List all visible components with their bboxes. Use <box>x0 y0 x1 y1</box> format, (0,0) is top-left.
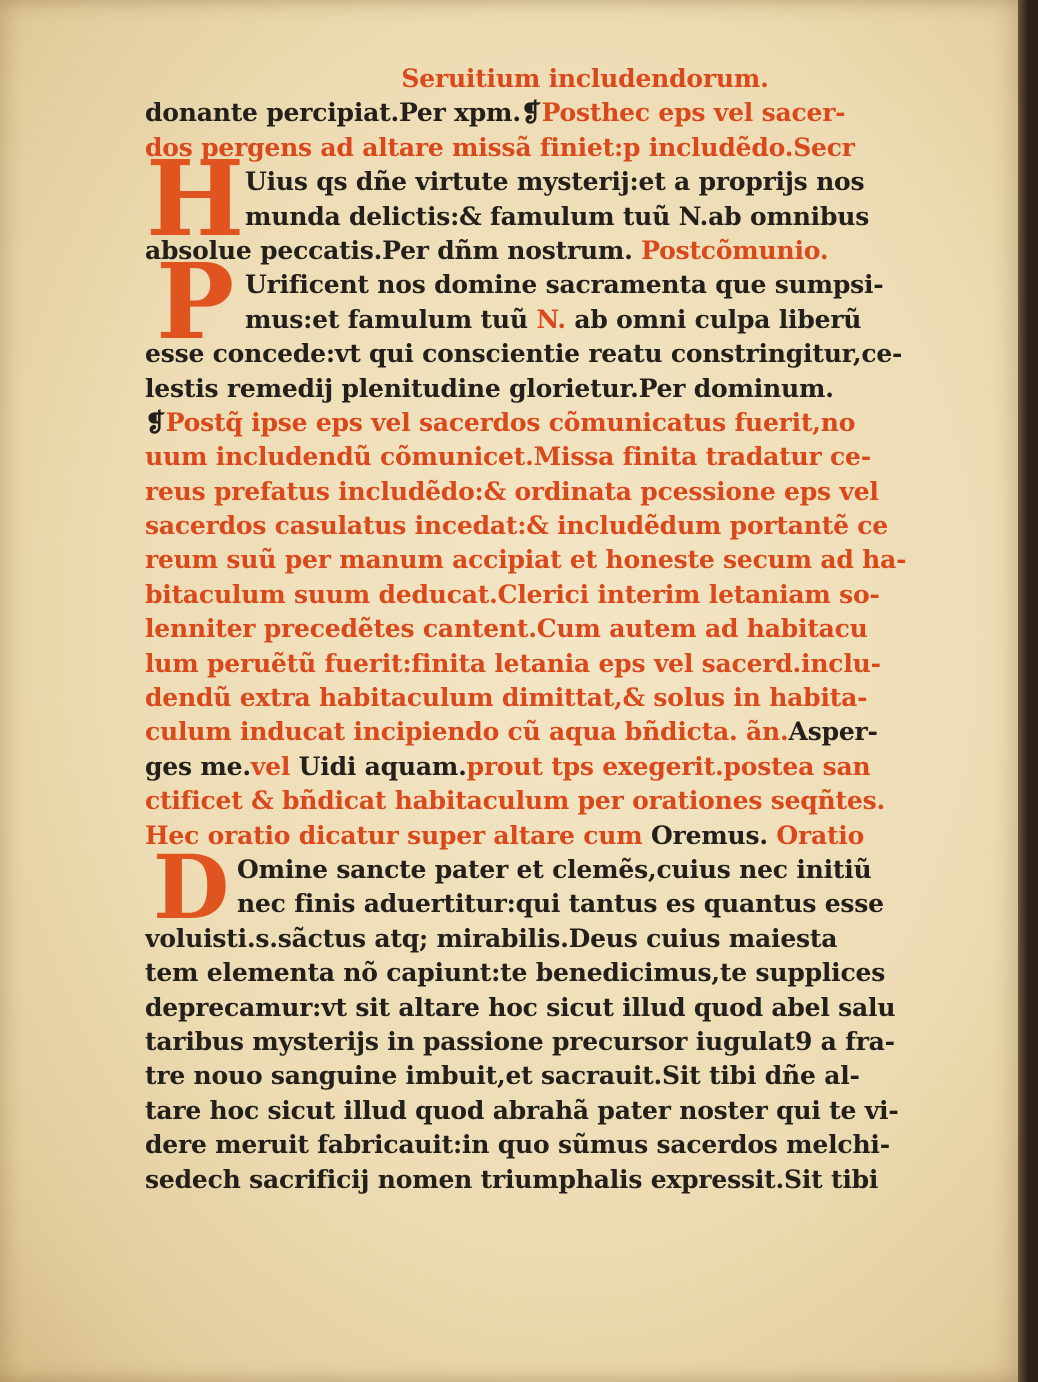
rubric-text: culum inducat incipiendo cũ aqua bñdicta. ãn. <box>145 717 789 747</box>
body-text: Uius qs dñe virtute mysterij:et a proprijs nos <box>245 167 865 197</box>
rubric-text: sacerdos casulatus incedat:& includẽdum portantẽ ce <box>145 511 889 541</box>
rubric-text: prout tps exegerit.postea san <box>466 751 871 781</box>
paragraph-lines <box>245 268 965 337</box>
rubric-text: lum peruẽtũ fuerit:finita letania eps vel sacerd.inclu- <box>145 648 881 678</box>
body-text: absolue peccatis.Per dñm nostrum. <box>145 235 633 265</box>
text-line <box>145 440 965 474</box>
text-block-3 <box>145 337 965 853</box>
body-text: voluisti.s.sãctus atq; mirabilis.Deus cuius maiesta <box>145 923 838 953</box>
rubric-text: dos pergens ad altare missã finiet:p includẽdo.Secr <box>145 132 855 162</box>
rubric-text: Postcõmunio. <box>632 235 829 265</box>
body-text: munda delictis:& famulum tuũ N.ab omnibus <box>245 201 870 231</box>
body-text: Urificent nos domine sacramenta que sumpsi- <box>245 270 884 300</box>
rubric-text: bitaculum suum deducat.Clerici interim letaniam so- <box>145 579 880 609</box>
text-line <box>145 956 965 990</box>
body-text: ❡ <box>520 98 542 128</box>
body-text: lestis remedij plenitudine glorietur.Per dominum. <box>145 373 834 403</box>
rubric-text: Posthec eps vel sacer- <box>541 98 846 128</box>
text-line <box>145 509 965 543</box>
text-line <box>237 853 965 887</box>
body-text: tem elementa nõ capiunt:te benedicimus,te supplices <box>145 958 886 988</box>
text-line <box>145 372 965 406</box>
rubric-text: Oratio <box>767 820 865 850</box>
text-line <box>145 234 965 268</box>
body-text: esse concede:vt qui conscientie reatu constringitur,ce- <box>145 339 903 369</box>
body-text: Asper- <box>788 717 878 747</box>
text-line <box>145 991 965 1025</box>
paragraph-lines <box>237 853 965 922</box>
text-block-1 <box>145 96 965 165</box>
text-line <box>145 750 965 784</box>
text-line <box>145 1025 965 1059</box>
page-text <box>145 62 965 1197</box>
text-line <box>245 200 965 234</box>
text-line <box>145 681 965 715</box>
text-line <box>145 1163 965 1197</box>
rubric-text: reus prefatus includẽdo:& ordinata pcessione eps vel <box>145 476 879 506</box>
text-line <box>145 819 965 853</box>
text-line <box>145 96 965 130</box>
body-text: Uidi aquam. <box>298 751 467 781</box>
rubric-text: reum suũ per manum accipiat et honeste secum ad ha- <box>145 545 907 575</box>
body-text: ges me. <box>145 751 251 781</box>
body-text: dere meruit fabricauit:in quo sũmus sacerdos melchi- <box>145 1130 890 1160</box>
decorated-initial-p: P <box>155 240 234 364</box>
body-text: deprecamur:vt sit altare hoc sicut illud quod abel salu <box>145 992 896 1022</box>
text-line <box>145 475 965 509</box>
body-text: mus:et famulum tuũ <box>245 304 537 334</box>
rubric-text: Postq̃ ipse eps vel sacerdos cõmunicatus fuerit,no <box>165 407 856 437</box>
text-line <box>145 647 965 681</box>
text-line <box>245 165 965 199</box>
text-line <box>145 578 965 612</box>
body-text: sedech sacrificij nomen triumphalis expressit.Sit tibi <box>145 1164 879 1194</box>
body-text: donante percipiat.Per xpm. <box>145 98 521 128</box>
body-text: tre nouo sanguine imbuit,et sacrauit.Sit tibi dñe al- <box>145 1061 860 1091</box>
decorated-initial-d: D <box>152 834 230 939</box>
body-text: nec finis aduertitur:qui tantus es quantus esse <box>237 889 884 919</box>
text-line <box>145 784 965 818</box>
text-line <box>237 887 965 921</box>
text-block-4 <box>145 922 965 1197</box>
text-line <box>145 612 965 646</box>
text-line <box>145 337 965 371</box>
rubric-text: lenniter precedẽtes cantent.Cum autem ad habitacu <box>145 614 868 644</box>
text-block-2 <box>145 234 965 268</box>
text-line <box>145 715 965 749</box>
body-text: Oremus. <box>651 820 768 850</box>
paragraph-lines <box>245 165 965 234</box>
text-line <box>145 1094 965 1128</box>
rubric-text: vel <box>250 751 299 781</box>
body-text: ab omni culpa liberũ <box>565 304 862 334</box>
decorated-initial-h: H <box>145 137 245 261</box>
rubric-text: N. <box>536 304 566 334</box>
rubric-text: ctificet & bñdicat habitaculum per orationes seqñtes. <box>145 786 885 816</box>
body-text: Omine sancte pater et clemẽs,cuius nec initiũ <box>237 854 872 884</box>
running-header: Seruitium includendorum. <box>401 64 769 93</box>
text-line <box>245 268 965 302</box>
rubric-text: dendũ extra habitaculum dimittat,& solus in habita- <box>145 683 868 713</box>
rubric-text: Hec oratio dicatur super altare cum <box>145 820 652 850</box>
text-line <box>145 131 965 165</box>
body-text: tare hoc sicut illud quod abrahã pater noster qui te vi- <box>145 1095 899 1125</box>
text-line <box>145 922 965 956</box>
body-text: ❡ <box>145 407 166 437</box>
page-edge <box>1018 0 1028 1382</box>
text-line <box>245 303 965 337</box>
text-line <box>145 1128 965 1162</box>
text-line <box>145 1059 965 1093</box>
text-line <box>145 543 965 577</box>
text-line <box>145 406 965 440</box>
rubric-text: uum includendũ cõmunicet.Missa finita tradatur ce- <box>145 442 871 472</box>
body-text: taribus mysterijs in passione precursor iugulat9 a fra- <box>145 1026 895 1056</box>
